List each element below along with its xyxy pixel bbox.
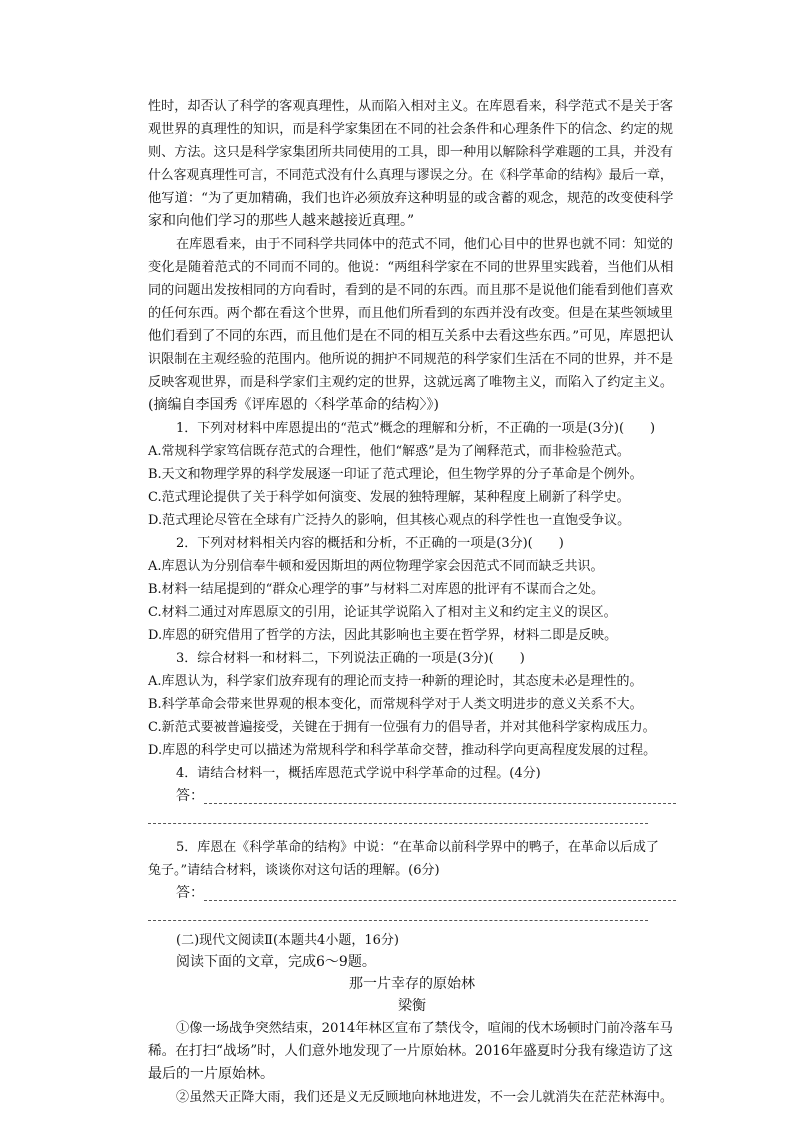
passage-line: 他们看到了不同的东西，而且他们是在不同的相互关系中去看这些东西。”可见，库恩把认: [148, 328, 674, 344]
answer-label: 答：: [176, 885, 204, 901]
answer-line[interactable]: [204, 803, 676, 804]
question-2-option-d: D.库恩的研究借用了哲学的方法，因此其影响也主要在哲学界，材料二即是反映。: [148, 628, 618, 643]
passage-line: 同的问题出发按相同的方向看时，看到的是不同的东西。而且那不是说他们能看到他们喜欢: [148, 283, 673, 298]
answer-line[interactable]: [204, 900, 676, 901]
passage-line: 他写道：“为了更加精确，我们也许必须放弃这种明显的或含蓄的观念，规范的改变使科学: [148, 191, 674, 206]
article-line: 稀。在打扫“战场”时，人们意外地发现了一片原始林。2016年盛夏时分我有缘造访了这: [148, 1043, 673, 1059]
question-3-stem: 3．综合材料一和材料二，下列说法正确的一项是(3分)( ): [176, 651, 525, 666]
passage-line: 识限制在主观经验的范围内。他所说的拥护不同规范的科学家们生活在不同的世界，并不是: [148, 352, 673, 367]
passage-line: 性时，却否认了科学的客观真理性，从而陷入相对主义。在库恩看来，科学范式不是关于客: [148, 99, 673, 114]
question-2-option-b: B.材料一结尾提到的“群众心理学的事”与材料二对库恩的批评有不谋而合之处。: [148, 582, 604, 597]
question-1-option-b: B.天文和物理学界的科学发展逐一印证了范式理论，但生物学界的分子革命是个例外。: [148, 467, 643, 482]
answer-label: 答：: [176, 788, 204, 804]
question-2-stem: 2．下列对材料相关内容的概括和分析，不正确的一项是(3分)( ): [176, 536, 564, 551]
passage-line: 变化是随着范式的不同而不同的。他说：“两组科学家在不同的世界里实践着，当他们从相: [148, 260, 674, 275]
question-2-option-a: A.库恩认为分别信奉牛顿和爱因斯坦的两位物理学家会因范式不同而缺乏共识。: [148, 559, 604, 574]
question-3-option-c: C.新范式要被普遍接受，关键在于拥有一位强有力的倡导者，并对其他科学家构成压力。: [148, 720, 656, 735]
answer-line[interactable]: [148, 823, 648, 824]
article-line: ①像一场战争突然结束，2014年林区宣布了禁伐令，喧闹的伐木场顿时门前冷落车马: [176, 1021, 673, 1036]
article-author: 梁衡: [398, 998, 426, 1014]
article-line: 最后的一片原始林。: [148, 1066, 274, 1082]
passage-line: 的任何东西。两个都在看这个世界，而且他们所看到的东西并没有改变。但是在某些领域里: [148, 306, 673, 321]
passage-line: 什么客观真理性可言，不同范式没有什么真理与谬误之分。在《科学革命的结构》最后一章，: [148, 168, 673, 183]
question-5-stem: 5．库恩在《科学革命的结构》中说：“在革命以前科学界中的鸭子，在革命以后成了: [176, 840, 659, 855]
question-3-option-b: B.科学革命会带来世界观的根本变化，而常规科学对于人类文明进步的意义关系不大。: [148, 697, 643, 712]
question-2-option-c: C.材料二通过对库恩原文的引用，论证其学说陷入了相对主义和约定主义的误区。: [148, 605, 617, 620]
question-1-stem: 1．下列对材料中库恩提出的“范式”概念的理解和分析，不正确的一项是(3分)( ): [176, 421, 656, 436]
question-1-option-c: C.范式理论提供了关于科学如何演变、发展的独特理解，某种程度上刷新了科学史。: [148, 490, 630, 505]
question-4-stem: 4．请结合材料一，概括库恩范式学说中科学革命的过程。(4分): [176, 766, 541, 781]
article-line: ②虽然天正降大雨，我们还是义无反顾地向林地进发，不一会儿就消失在茫茫林海中。: [176, 1090, 673, 1105]
question-3-option-d: D.库恩的科学史可以描述为常规科学和科学革命交替，推动科学向更高程度发展的过程。: [148, 743, 657, 758]
section-heading: (二)现代文阅读Ⅱ(本题共4小题，16分): [176, 933, 399, 948]
article-title: 那一片幸存的原始林: [349, 976, 475, 992]
question-3-option-a: A.库恩认为，科学家们放弃现有的理论而支持一种新的理论时，其态度未必是理性的。: [148, 674, 643, 689]
question-1-option-d: D.范式理论尽管在全球有广泛持久的影响，但其核心观点的科学性也一直饱受争议。: [148, 513, 631, 528]
answer-line[interactable]: [148, 920, 648, 921]
question-5-stem-cont: 兔子。”请结合材料，谈谈你对这句话的理解。(6分): [148, 863, 440, 878]
passage-line: 观世界的真理性的知识，而是科学家集团在不同的社会条件和心理条件下的信念、约定的规: [148, 122, 673, 137]
question-1-option-a: A.常规科学家笃信既存范式的合理性，他们“解惑”是为了阐释范式，而非检验范式。: [148, 444, 630, 459]
passage-line: 反映客观世界，而是科学家们主观约定的世界，这就远离了唯物主义，而陷入了约定主义。: [148, 375, 673, 390]
section-instruction: 阅读下面的文章，完成6～9题。: [176, 954, 376, 970]
passage-line: 家和向他们学习的那些人越来越接近真理。”: [148, 213, 415, 229]
passage-line: 则、方法。这只是科学家集团所共同使用的工具，即一种用以解除科学难题的工具，并没有: [148, 145, 673, 160]
passage-line: 在库恩看来，由于不同科学共同体中的范式不同，他们心目中的世界也就不同：知觉的: [176, 237, 673, 252]
source-citation: (摘编自李国秀《评库恩的〈科学革命的结构〉》): [148, 397, 439, 413]
